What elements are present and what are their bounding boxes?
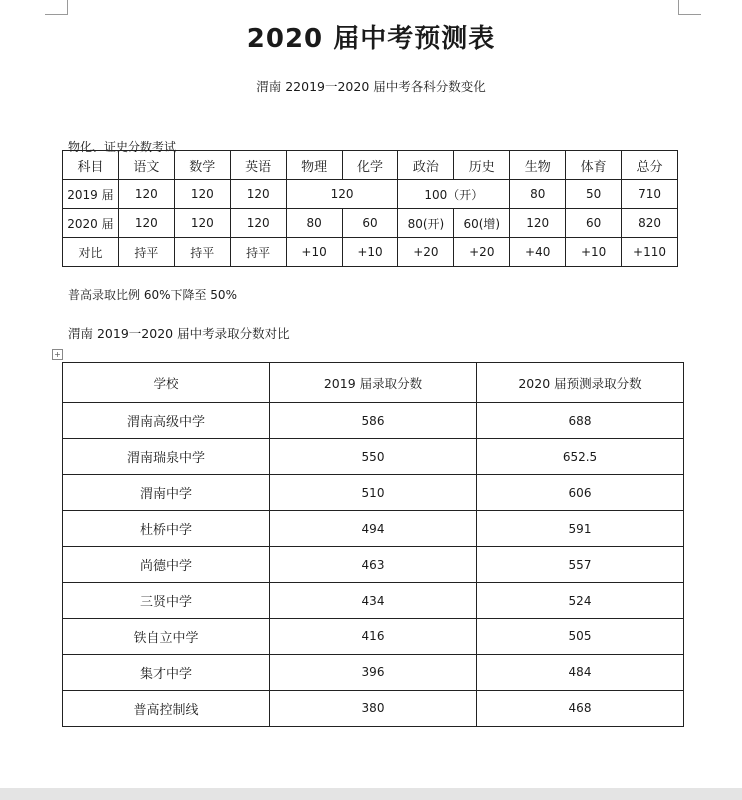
table1-cell: +10 <box>342 238 398 267</box>
school-name: 普高控制线 <box>63 690 270 726</box>
table1-header-row <box>63 151 678 180</box>
table2-header-cell: 2020 届预测录取分数 <box>477 363 684 403</box>
table1-cell: 710 <box>622 180 678 209</box>
table1-cell: +20 <box>454 238 510 267</box>
score-2019: 586 <box>270 403 477 439</box>
table1-cell: +40 <box>510 238 566 267</box>
table-row <box>63 583 684 619</box>
school-name: 渭南中学 <box>63 475 270 511</box>
score-2020: 505 <box>477 619 684 655</box>
table1-header-cell: 英语 <box>230 151 286 180</box>
score-2019: 416 <box>270 619 477 655</box>
subject-score-table <box>62 150 678 267</box>
table1-cell: 持平 <box>174 238 230 267</box>
table1-cell: 120 <box>118 209 174 238</box>
table1-header-cell: 语文 <box>118 151 174 180</box>
school-name: 铁自立中学 <box>63 619 270 655</box>
score-2019: 434 <box>270 583 477 619</box>
table1-cell: 60 <box>566 209 622 238</box>
table1-row-compare <box>63 238 678 267</box>
table1-header-cell: 总分 <box>622 151 678 180</box>
table2-caption: 渭南 2019一2020 届中考录取分数对比 <box>68 326 290 341</box>
table-row <box>63 619 684 655</box>
score-2019: 510 <box>270 475 477 511</box>
score-2020: 524 <box>477 583 684 619</box>
table1-cell: 60(增) <box>454 209 510 238</box>
table-row <box>63 547 684 583</box>
table-row <box>63 439 684 475</box>
crop-mark-top-left <box>45 0 68 15</box>
table1-header-cell: 历史 <box>454 151 510 180</box>
table1-row-2019 <box>63 180 678 209</box>
school-name: 集才中学 <box>63 654 270 690</box>
table1-header-cell: 数学 <box>174 151 230 180</box>
score-2020: 468 <box>477 690 684 726</box>
table1-cell: 120 <box>230 209 286 238</box>
school-name: 渭南高级中学 <box>63 403 270 439</box>
crop-mark-top-right <box>678 0 701 15</box>
score-2019: 494 <box>270 511 477 547</box>
table-row <box>63 475 684 511</box>
school-name: 尚德中学 <box>63 547 270 583</box>
score-2019: 550 <box>270 439 477 475</box>
table1-header-cell: 体育 <box>566 151 622 180</box>
table1-cell: +20 <box>398 238 454 267</box>
table2-header-row <box>63 363 684 403</box>
table1-cell: 50 <box>566 180 622 209</box>
table1-header-cell: 政治 <box>398 151 454 180</box>
score-2019: 396 <box>270 654 477 690</box>
score-2019: 380 <box>270 690 477 726</box>
table1-cell: 120 <box>174 209 230 238</box>
table-row <box>63 690 684 726</box>
table1-cell: 持平 <box>230 238 286 267</box>
admission-score-table <box>62 362 684 727</box>
document-title: 2020 届中考预测表 <box>246 24 496 54</box>
table1-cell: 2019 届 <box>63 180 119 209</box>
table1-cell: 对比 <box>63 238 119 267</box>
table1-cell: 80 <box>286 209 342 238</box>
table2-header-cell: 学校 <box>63 363 270 403</box>
table1-cell: 120 <box>510 209 566 238</box>
table1-cell: 80(开) <box>398 209 454 238</box>
table1-header-cell: 化学 <box>342 151 398 180</box>
admission-ratio-note: 普高录取比例 60%下降至 50% <box>68 288 237 302</box>
table-row <box>63 403 684 439</box>
score-2020: 688 <box>477 403 684 439</box>
table1-header-cell: 科目 <box>63 151 119 180</box>
table1-cell: 120 <box>174 180 230 209</box>
move-handle-icon[interactable]: + <box>52 349 63 360</box>
table1-cell: +10 <box>566 238 622 267</box>
score-2020: 652.5 <box>477 439 684 475</box>
table1-cell-merged: 100（开） <box>398 180 510 209</box>
table-row <box>63 654 684 690</box>
score-2020: 591 <box>477 511 684 547</box>
table1-cell: +10 <box>286 238 342 267</box>
school-name: 杜桥中学 <box>63 511 270 547</box>
table1-cell: 80 <box>510 180 566 209</box>
table1-cell: 120 <box>118 180 174 209</box>
page-bottom-margin <box>0 788 742 800</box>
table1-header-cell: 物理 <box>286 151 342 180</box>
table1-cell: 2020 届 <box>63 209 119 238</box>
table1-row-2020 <box>63 209 678 238</box>
score-2019: 463 <box>270 547 477 583</box>
table2-header-cell: 2019 届录取分数 <box>270 363 477 403</box>
score-2020: 557 <box>477 547 684 583</box>
school-name: 三贤中学 <box>63 583 270 619</box>
table1-cell: 持平 <box>118 238 174 267</box>
table1-cell: 120 <box>230 180 286 209</box>
table1-cell: 60 <box>342 209 398 238</box>
table1-cell: +110 <box>622 238 678 267</box>
score-2020: 484 <box>477 654 684 690</box>
document-subtitle: 渭南 22019一2020 届中考各科分数变化 <box>256 79 486 94</box>
table-row <box>63 511 684 547</box>
table1-caption: 物化、证史分数考试 <box>68 140 177 154</box>
school-name: 渭南瑞泉中学 <box>63 439 270 475</box>
score-2020: 606 <box>477 475 684 511</box>
table1-cell-merged: 120 <box>286 180 398 209</box>
table1-header-cell: 生物 <box>510 151 566 180</box>
table1-cell: 820 <box>622 209 678 238</box>
